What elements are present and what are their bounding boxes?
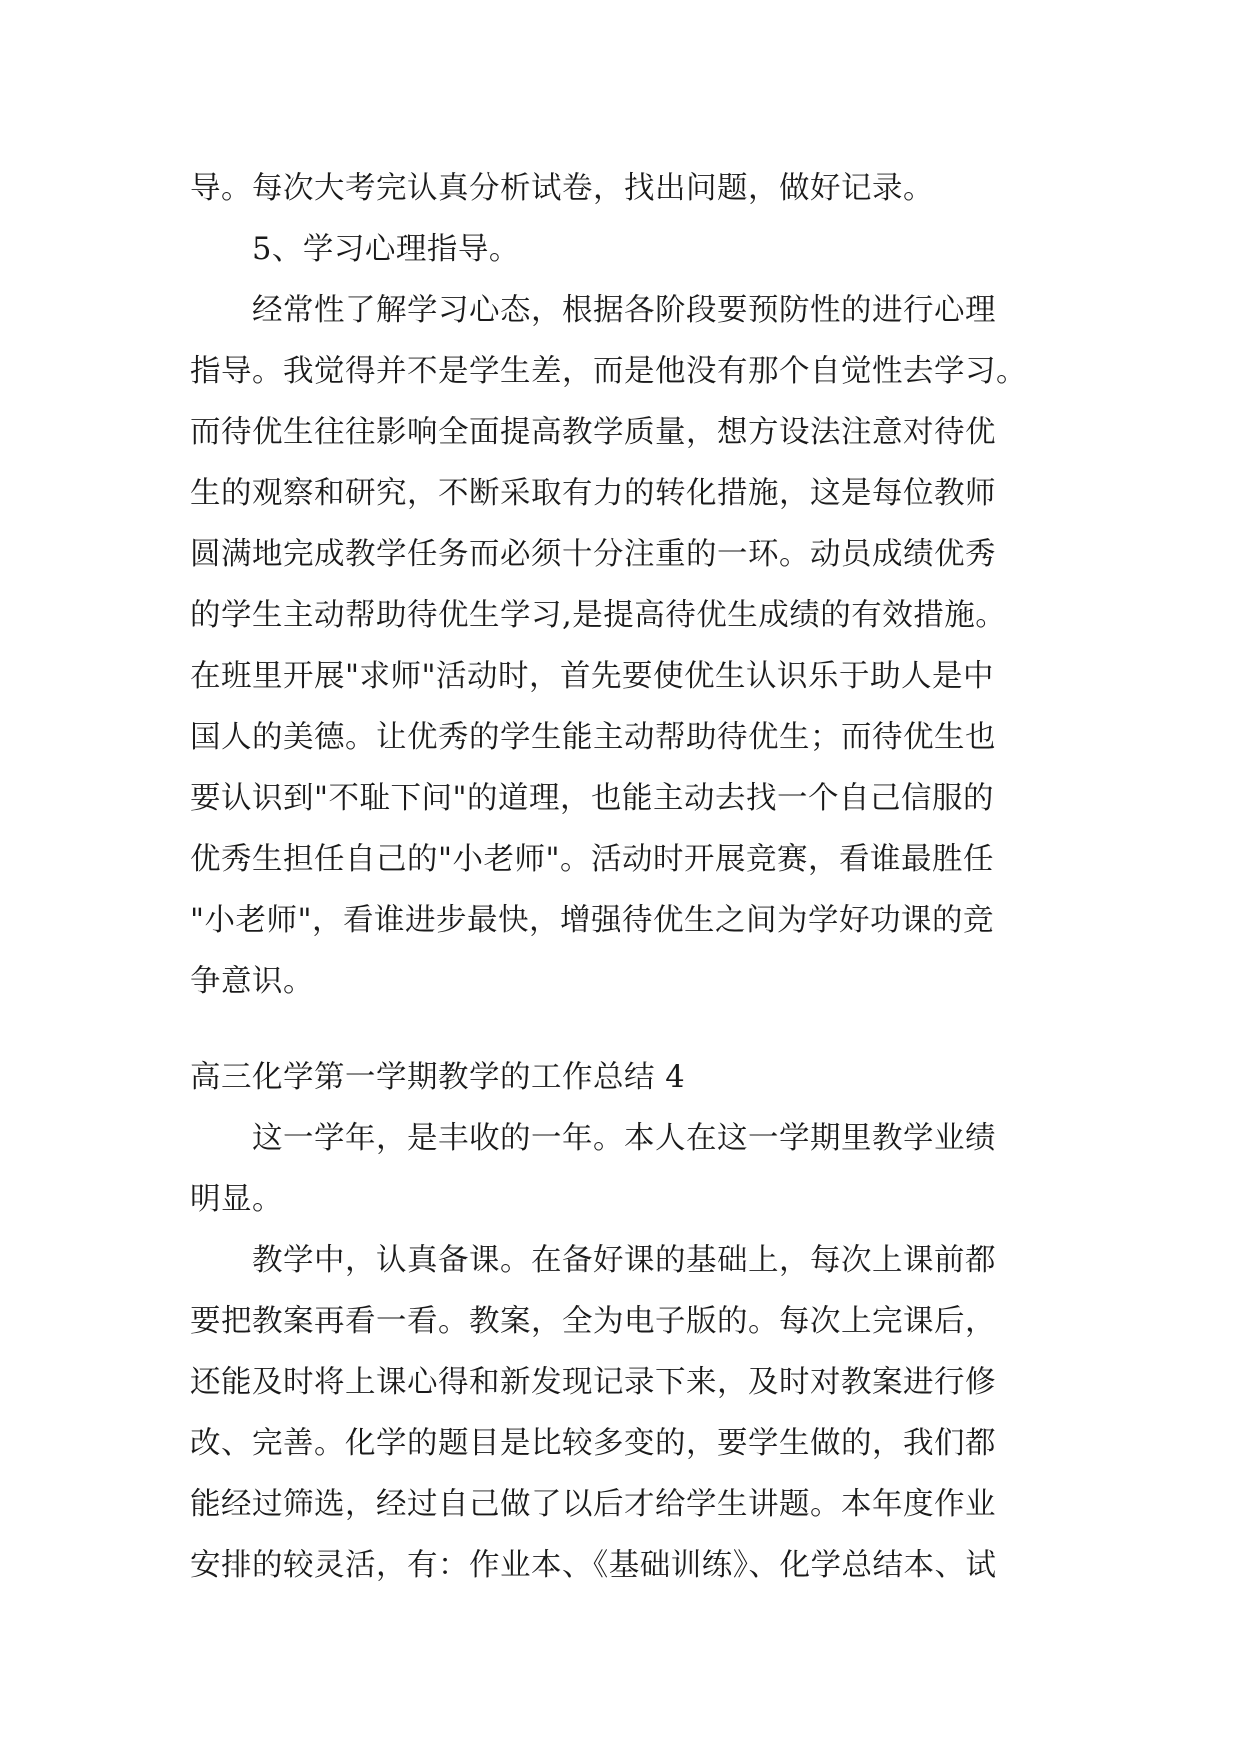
paragraph-line: 安排的较灵活，有：作业本、《基础训练》、化学总结本、试 — [190, 1548, 997, 1583]
paragraph-line: 在班里开展"求师"活动时，首先要使优生认识乐于助人是中 — [190, 659, 995, 694]
paragraph-line: 改、完善。化学的题目是比较多变的，要学生做的，我们都 — [190, 1426, 996, 1461]
paragraph-line: 的学生主动帮助待优生学习,是提高待优生成绩的有效措施。 — [190, 598, 1007, 633]
paragraph-line: 要认识到"不耻下问"的道理，也能主动去找一个自己信服的 — [190, 781, 995, 816]
paragraph-line: 还能及时将上课心得和新发现记录下来，及时对教案进行修 — [190, 1365, 996, 1400]
paragraph-line: 圆满地完成教学任务而必须十分注重的一环。动员成绩优秀 — [190, 537, 996, 572]
paragraph-line: 争意识。 — [190, 964, 314, 999]
paragraph-line: 要把教案再看一看。教案，全为电子版的。每次上完课后， — [190, 1304, 996, 1339]
numbered-subheading: 5、学习心理指导。 — [252, 232, 520, 267]
paragraph-line: 而待优生往往影响全面提高教学质量，想方设法注意对待优 — [190, 415, 996, 450]
paragraph-line: 导。每次大考完认真分析试卷，找出问题，做好记录。 — [190, 171, 934, 206]
paragraph-line: 教学中，认真备课。在备好课的基础上，每次上课前都 — [252, 1243, 996, 1278]
paragraph-line: 经常性了解学习心态，根据各阶段要预防性的进行心理 — [252, 293, 996, 328]
section-heading: 高三化学第一学期教学的工作总结 4 — [190, 1060, 686, 1095]
document-body — [190, 158, 1050, 1596]
paragraph-line: "小老师"，看谁进步最快，增强待优生之间为学好功课的竞 — [190, 903, 995, 938]
paragraph-line: 能经过筛选，经过自己做了以后才给学生讲题。本年度作业 — [190, 1487, 996, 1522]
paragraph-line: 指导。我觉得并不是学生差，而是他没有那个自觉性去学习。 — [190, 354, 1027, 389]
paragraph-line: 生的观察和研究，不断采取有力的转化措施，这是每位教师 — [190, 476, 996, 511]
paragraph-line: 优秀生担任自己的"小老师"。活动时开展竞赛，看谁最胜任 — [190, 842, 995, 877]
paragraph-line: 国人的美德。让优秀的学生能主动帮助待优生；而待优生也 — [190, 720, 996, 755]
paragraph-line: 明显。 — [190, 1182, 283, 1217]
paragraph-line: 这一学年，是丰收的一年。本人在这一学期里教学业绩 — [252, 1121, 996, 1156]
section-gap — [190, 1012, 1050, 1047]
